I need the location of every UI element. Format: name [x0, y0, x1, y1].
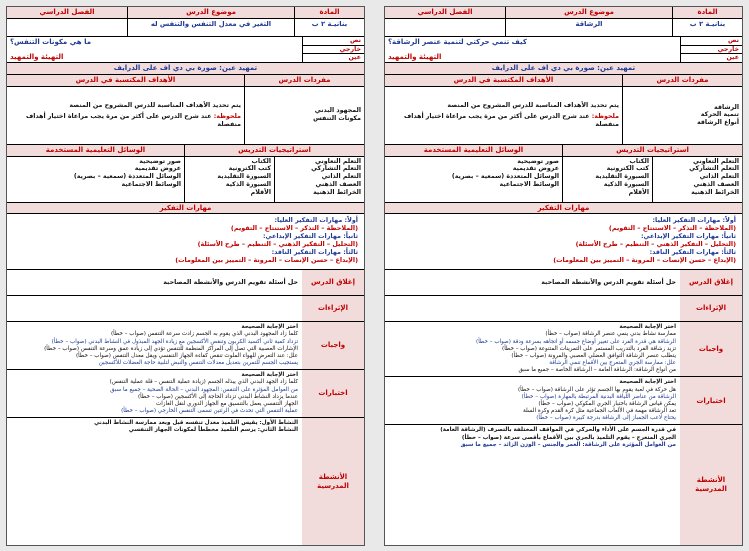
vocab-objectives-body: [385, 87, 742, 145]
aid-item: الوسائل المتعددة (سمعية – بصرية): [73, 173, 181, 181]
objectives-note-label: ملحوظة:: [591, 113, 619, 121]
strategy-item: الخرائط الذهنية: [313, 189, 361, 197]
thinking-body: [7, 214, 364, 270]
objectives-text: يتم تحديد الأهداف المناسبة للدرس المشروح من المنصة: [69, 101, 241, 109]
vocab-title: مفردات الدرس: [244, 75, 364, 86]
aid-item: الوسائط الاجتماعية: [499, 181, 559, 189]
thinking-l1: أولاً: مهارات التفكير العليا:: [652, 216, 736, 225]
aid-item: صور توضيحية: [517, 157, 559, 165]
vocab-list: [622, 87, 742, 144]
closing-title: إغلاق الدرس: [680, 270, 742, 295]
thinking-l5: ثالثاً: مهارات التفكير الناقد:: [271, 248, 358, 257]
strategies-col1: [274, 157, 364, 202]
tests-row: [385, 377, 742, 425]
homework-row: [7, 322, 364, 370]
school-activities-body: [7, 418, 302, 545]
prep-row: [7, 37, 364, 64]
thinking-l2: (الملاحظة – التذكر – الاستنتاج – التقويم): [230, 224, 358, 233]
aid-item: صور توضيحية: [139, 157, 181, 165]
prep-type-eye: عين: [348, 54, 361, 62]
prep-label: التهيئة والتمهيد: [10, 52, 64, 61]
prep-row: [385, 37, 742, 64]
school-activities-line: النشاط الأول: يقيس التلميذ معدل تنفسه قبل وبعد ممارسة النشاط البدني: [94, 420, 298, 427]
thinking-l2: (الملاحظة – التذكر – الاستنتاج – التقويم): [608, 224, 736, 233]
objectives-note: عند شرح الدرس على أكثر من مرة يجب مراعاة اختيار أهداف منفصلة: [403, 113, 619, 129]
objectives-title: الأهداف المكتسبة في الدرس: [7, 75, 244, 86]
thinking-l6: (الإبداع – حسن الإنصات – المرونة – التمييز بين المعلومات): [175, 256, 358, 265]
thinking-l5: ثالثاً: مهارات التفكير الناقد:: [649, 248, 736, 257]
vocab-item: المجهود البدني: [314, 107, 361, 115]
tool-item: كتب الكترونية: [228, 165, 271, 173]
tests-line: عملية التنفس التي تحدث في الرئتين تسمى التنفس الخارجي (صواب – خطأ): [121, 408, 298, 415]
prep-type-eye: عين: [726, 54, 739, 62]
tool-item: الكتاب: [251, 157, 271, 165]
lesson-value: التغير في معدل التنفس والتنفس له: [127, 19, 294, 36]
header-values-row: [385, 19, 742, 37]
subject-value: بنانيـة ٢ ب: [294, 19, 364, 36]
tests-line: الجهاز التنفسي يعمل بالتنسيق مع الجهاز الدوري لنقل الغازات: [155, 400, 298, 407]
tests-line: الرشاقة من عناصر اللياقة البدنية المرتبطة بالمهارة (صواب – خطأ): [521, 393, 676, 400]
tests-body: [7, 370, 302, 417]
homework-line: ممارسة نشاط بدني ينمي عنصر الرشاقة (صواب – خطأ): [545, 331, 676, 338]
strategies-col2: [184, 157, 274, 202]
strategy-item: التعلم التشاركي: [311, 165, 361, 173]
aid-item: عروض تقديمية: [134, 165, 181, 173]
tests-line: عندما يزداد النشاط البدني تزداد الحاجة إلى الأكسجين (صواب – خطأ): [138, 393, 298, 400]
objectives-body: [385, 87, 622, 144]
subject-label: المادة: [294, 7, 364, 18]
prep-content: [7, 37, 302, 63]
prep-content: [385, 37, 680, 63]
lesson-question: كيف تنمي حركتي لتنمية عنصر الرشاقة؟: [388, 37, 527, 46]
lesson-label: موضوع الدرس: [127, 7, 294, 18]
objectives-note: عند شرح الدرس على أكثر من مرة يجب مراعاة اختيار أهداف منفصلة: [25, 113, 241, 129]
subject-label: المادة: [672, 7, 742, 18]
enrichment-label: الإثراءات: [302, 296, 364, 321]
homework-line: اختر الإجابة الصحيحة: [619, 324, 676, 331]
school-activities-row: [7, 418, 364, 545]
tests-line: يمكن قياس الرشاقة باختبار الجري المكوكي (صواب – خطأ): [538, 400, 676, 407]
tests-line: تعد الرشاقة مهمة في الألعاب الجماعية مثل كرة القدم وكرة السلة: [522, 408, 676, 415]
strategies-col2: [562, 157, 652, 202]
homework-line: من أنواع الرشاقة: الرشاقة العامة – الرشاقة الخاصة – جميع ما سبق: [518, 367, 676, 374]
prep-types: [680, 37, 742, 63]
thinking-l6: (الإبداع – حسن الإنصات – المرونة – التمييز بين المعلومات): [553, 256, 736, 265]
homework-line: تزداد كمية ثاني أكسيد الكربون وتنقص الأكسجين مع زيادة الجهد المبذول في النشاط البدني (صواب – خطأ): [51, 338, 298, 345]
thinking-l1: أولاً: مهارات التفكير العليا:: [274, 216, 358, 225]
tests-label: اختبارات: [302, 370, 364, 417]
tests-row: [7, 370, 364, 418]
tool-item: الأقلام: [628, 189, 649, 197]
subject-value: بنانيـة ٢ ب: [672, 19, 742, 36]
header-labels-row: [385, 7, 742, 19]
aid-item: الوسائط الاجتماعية: [121, 181, 181, 189]
thinking-title: مهارات التفكير: [385, 203, 742, 215]
prep-type-text: نص: [681, 37, 742, 46]
prep-type-external: خارجي: [681, 46, 742, 55]
tests-line: كلما زاد الجهد البدني الذي يبذله الجسم (زيادة عملية التنفس – قلة عملية التنفس): [109, 379, 298, 386]
tests-line: اختر الإجابة الصحيحة: [619, 379, 676, 386]
strategies-aids-header: [7, 145, 364, 157]
strategies-aids-header: [385, 145, 742, 157]
school-activities-label: الأنشطة المدرسية: [302, 418, 364, 545]
school-activities-line: النشاط الثاني: يرسم التلميذ مخططاً لمكونات الجهاز التنفسي: [128, 427, 298, 434]
enrichment-row: [7, 296, 364, 322]
lesson-label: موضوع الدرس: [505, 7, 672, 18]
strategy-item: التعلم التشاركي: [689, 165, 739, 173]
prep-intro: تمهيد عين: صورة بي دي اف على الدرايف: [385, 63, 742, 75]
vocab-objectives-header: [385, 75, 742, 87]
term-value: [7, 19, 127, 36]
closing-text: حل أسئلة تقويم الدرس والأنشطة المصاحبة: [541, 278, 676, 286]
strategies-aids-body: [7, 157, 364, 203]
aids-list: [385, 157, 562, 202]
strategies-aids-body: [385, 157, 742, 203]
aid-item: عروض تقديمية: [512, 165, 559, 173]
thinking-title: مهارات التفكير: [7, 203, 364, 215]
homework-line: اختر الإجابة الصحيحة: [241, 324, 298, 331]
homework-line: الرشاقة هي قدرة الفرد على تغيير أوضاع جسمه أو اتجاهه بسرعة ودقة (صواب – خطأ): [476, 338, 676, 345]
aids-list: [7, 157, 184, 202]
homework-label: واجبات: [680, 322, 742, 376]
tool-item: السبورة الذكية: [225, 181, 271, 189]
term-label: الفصل الدراسي: [7, 7, 127, 18]
enrichment-row: [385, 296, 742, 322]
strategies-title: استراتيجيات التدريس: [562, 145, 742, 156]
homework-line: علل: ممارسة الجري المتعرج بين الأقماع تنمي الرشاقة: [549, 360, 676, 367]
term-label: الفصل الدراسي: [385, 7, 505, 18]
header-labels-row: [7, 7, 364, 19]
school-activities-line: الجري المتعرج – يقوم التلميذ بالجري بين الأقماع بأقصى سرعة (صواب – خطأ): [461, 434, 676, 441]
tests-line: يحتاج لاعب الجمباز إلى الرشاقة بدرجة كبيرة (صواب – خطأ): [536, 415, 676, 422]
tests-label: اختبارات: [680, 377, 742, 424]
homework-line: تزيد رشاقة الفرد بالتدريب المستمر على التمرينات المتنوعة (صواب – خطأ): [502, 345, 676, 352]
school-activities-body: [385, 425, 680, 545]
strategy-item: العصف الذهني: [315, 181, 361, 189]
strategy-item: التعلم التعاوني: [692, 157, 739, 165]
enrichment-label: الإثراءات: [680, 296, 742, 321]
homework-line: كلما زاد المجهود البدني الذي يقوم به الجسم زادت سرعة التنفس (صواب – خطأ): [110, 331, 298, 338]
strategy-item: التعلم التعاوني: [314, 157, 361, 165]
enrichment-body: [7, 296, 302, 321]
prep-type-text: نص: [303, 37, 364, 46]
homework-row: [385, 322, 742, 377]
prep-type-external: خارجي: [303, 46, 364, 55]
lesson-plan-page-left: [6, 6, 365, 546]
tool-item: الأقلام: [250, 189, 271, 197]
strategy-item: التعلم الذاتي: [699, 173, 739, 181]
strategy-item: العصف الذهني: [693, 181, 739, 189]
thinking-l3: ثانياً: مهارات التفكير الإبداعي:: [640, 232, 736, 241]
thinking-l4: (التحليل – التفكير الذهني – التنظيم – طرح الأسئلة): [197, 240, 358, 249]
prep-label: التهيئة والتمهيد: [388, 52, 442, 61]
closing-title: إغلاق الدرس: [302, 270, 364, 295]
objectives-body: [7, 87, 244, 144]
tests-line: اختر الإجابة الصحيحة: [241, 372, 298, 379]
strategy-item: الخرائط الذهنية: [691, 189, 739, 197]
vocab-item: الرشاقة: [714, 103, 739, 111]
school-activities-line: في قدرة الجسم على الأداء والحركي في المواقف المختلفة بالتصرف (الرشاقة العامة): [440, 427, 676, 434]
homework-line: علل: عند التعرض للهواء الملوث تنقص كفاءة الجهاز التنفسي ويقل معدل التنفس (صواب – خطأ): [75, 352, 298, 359]
prep-types: [302, 37, 364, 63]
homework-label: واجبات: [302, 322, 364, 369]
vocab-objectives-body: [7, 87, 364, 145]
homework-line: يتطلب عنصر الرشاقة التوافق العضلي العصبي والمرونة (صواب – خطأ): [511, 352, 676, 359]
school-activities-label: الأنشطة المدرسية: [680, 425, 742, 545]
vocab-objectives-header: [7, 75, 364, 87]
vocab-list: [244, 87, 364, 144]
vocab-item: تنمية الحركة: [700, 111, 739, 119]
tests-body: [385, 377, 680, 424]
tool-item: السبورة التقليدية: [217, 173, 271, 181]
homework-body: [385, 322, 680, 376]
closing-row: [7, 270, 364, 296]
lesson-question: ما هي مكونات التنفس؟: [10, 37, 92, 46]
homework-line: الإشارات العصبية التي تصل إلى المراكز المنظمة للتنفس تؤدي إلى زيادة عمق وسرعة التنفس (صواب – خطأ): [44, 345, 298, 352]
closing-text: حل أسئلة تقويم الدرس والأنشطة المصاحبة: [163, 278, 298, 286]
lesson-value: الرشاقة: [505, 19, 672, 36]
header-values-row: [7, 19, 364, 37]
closing-row: [385, 270, 742, 296]
school-activities-row: [385, 425, 742, 545]
school-activities-line: من العوامل المؤثرة على الرشاقة: العمر والجنس – الوزن الزائد – جميع ما سبق: [460, 441, 676, 448]
objectives-title: الأهداف المكتسبة في الدرس: [385, 75, 622, 86]
prep-intro: تمهيد عين: صورة بي دي اف على الدرايف: [7, 63, 364, 75]
term-value: [385, 19, 505, 36]
thinking-l4: (التحليل – التفكير الذهني – التنظيم – طرح الأسئلة): [575, 240, 736, 249]
tool-item: الكتاب: [629, 157, 649, 165]
aid-item: الوسائل المتعددة (سمعية – بصرية): [451, 173, 559, 181]
tool-item: السبورة التقليدية: [595, 173, 649, 181]
thinking-l3: ثانياً: مهارات التفكير الإبداعي:: [262, 232, 358, 241]
homework-body: [7, 322, 302, 369]
tests-line: من العوامل المؤثرة على التنفس: المجهود البدني – الحالة الصحية – جميع ما سبق: [110, 386, 298, 393]
objectives-note-label: ملحوظة:: [213, 113, 241, 121]
objectives-text: يتم تحديد الأهداف المناسبة للدرس المشروح من المنصة: [447, 101, 619, 109]
homework-line: يستجيب الجسم للتمرين بتعديل معدلات التنفس والنبض لتلبية حاجة العضلات للأكسجين: [98, 360, 298, 367]
aids-title: الوسائل التعليمية المستخدمة: [385, 145, 562, 156]
aids-title: الوسائل التعليمية المستخدمة: [7, 145, 184, 156]
tool-item: كتب الكترونية: [606, 165, 649, 173]
lesson-plan-page-right: [384, 6, 743, 546]
thinking-body: [385, 214, 742, 270]
strategies-title: استراتيجيات التدريس: [184, 145, 364, 156]
vocab-item: أنواع الرشاقة: [696, 119, 739, 127]
vocab-item: مكونات التنفس: [313, 115, 361, 123]
vocab-title: مفردات الدرس: [622, 75, 742, 86]
tests-line: هل حركة في لعبة يقوم بها الجسم تؤثر على الرشاقة (صواب – خطأ): [517, 386, 676, 393]
tool-item: السبورة الذكية: [603, 181, 649, 189]
strategies-col1: [652, 157, 742, 202]
enrichment-body: [385, 296, 680, 321]
strategy-item: التعلم الذاتي: [321, 173, 361, 181]
